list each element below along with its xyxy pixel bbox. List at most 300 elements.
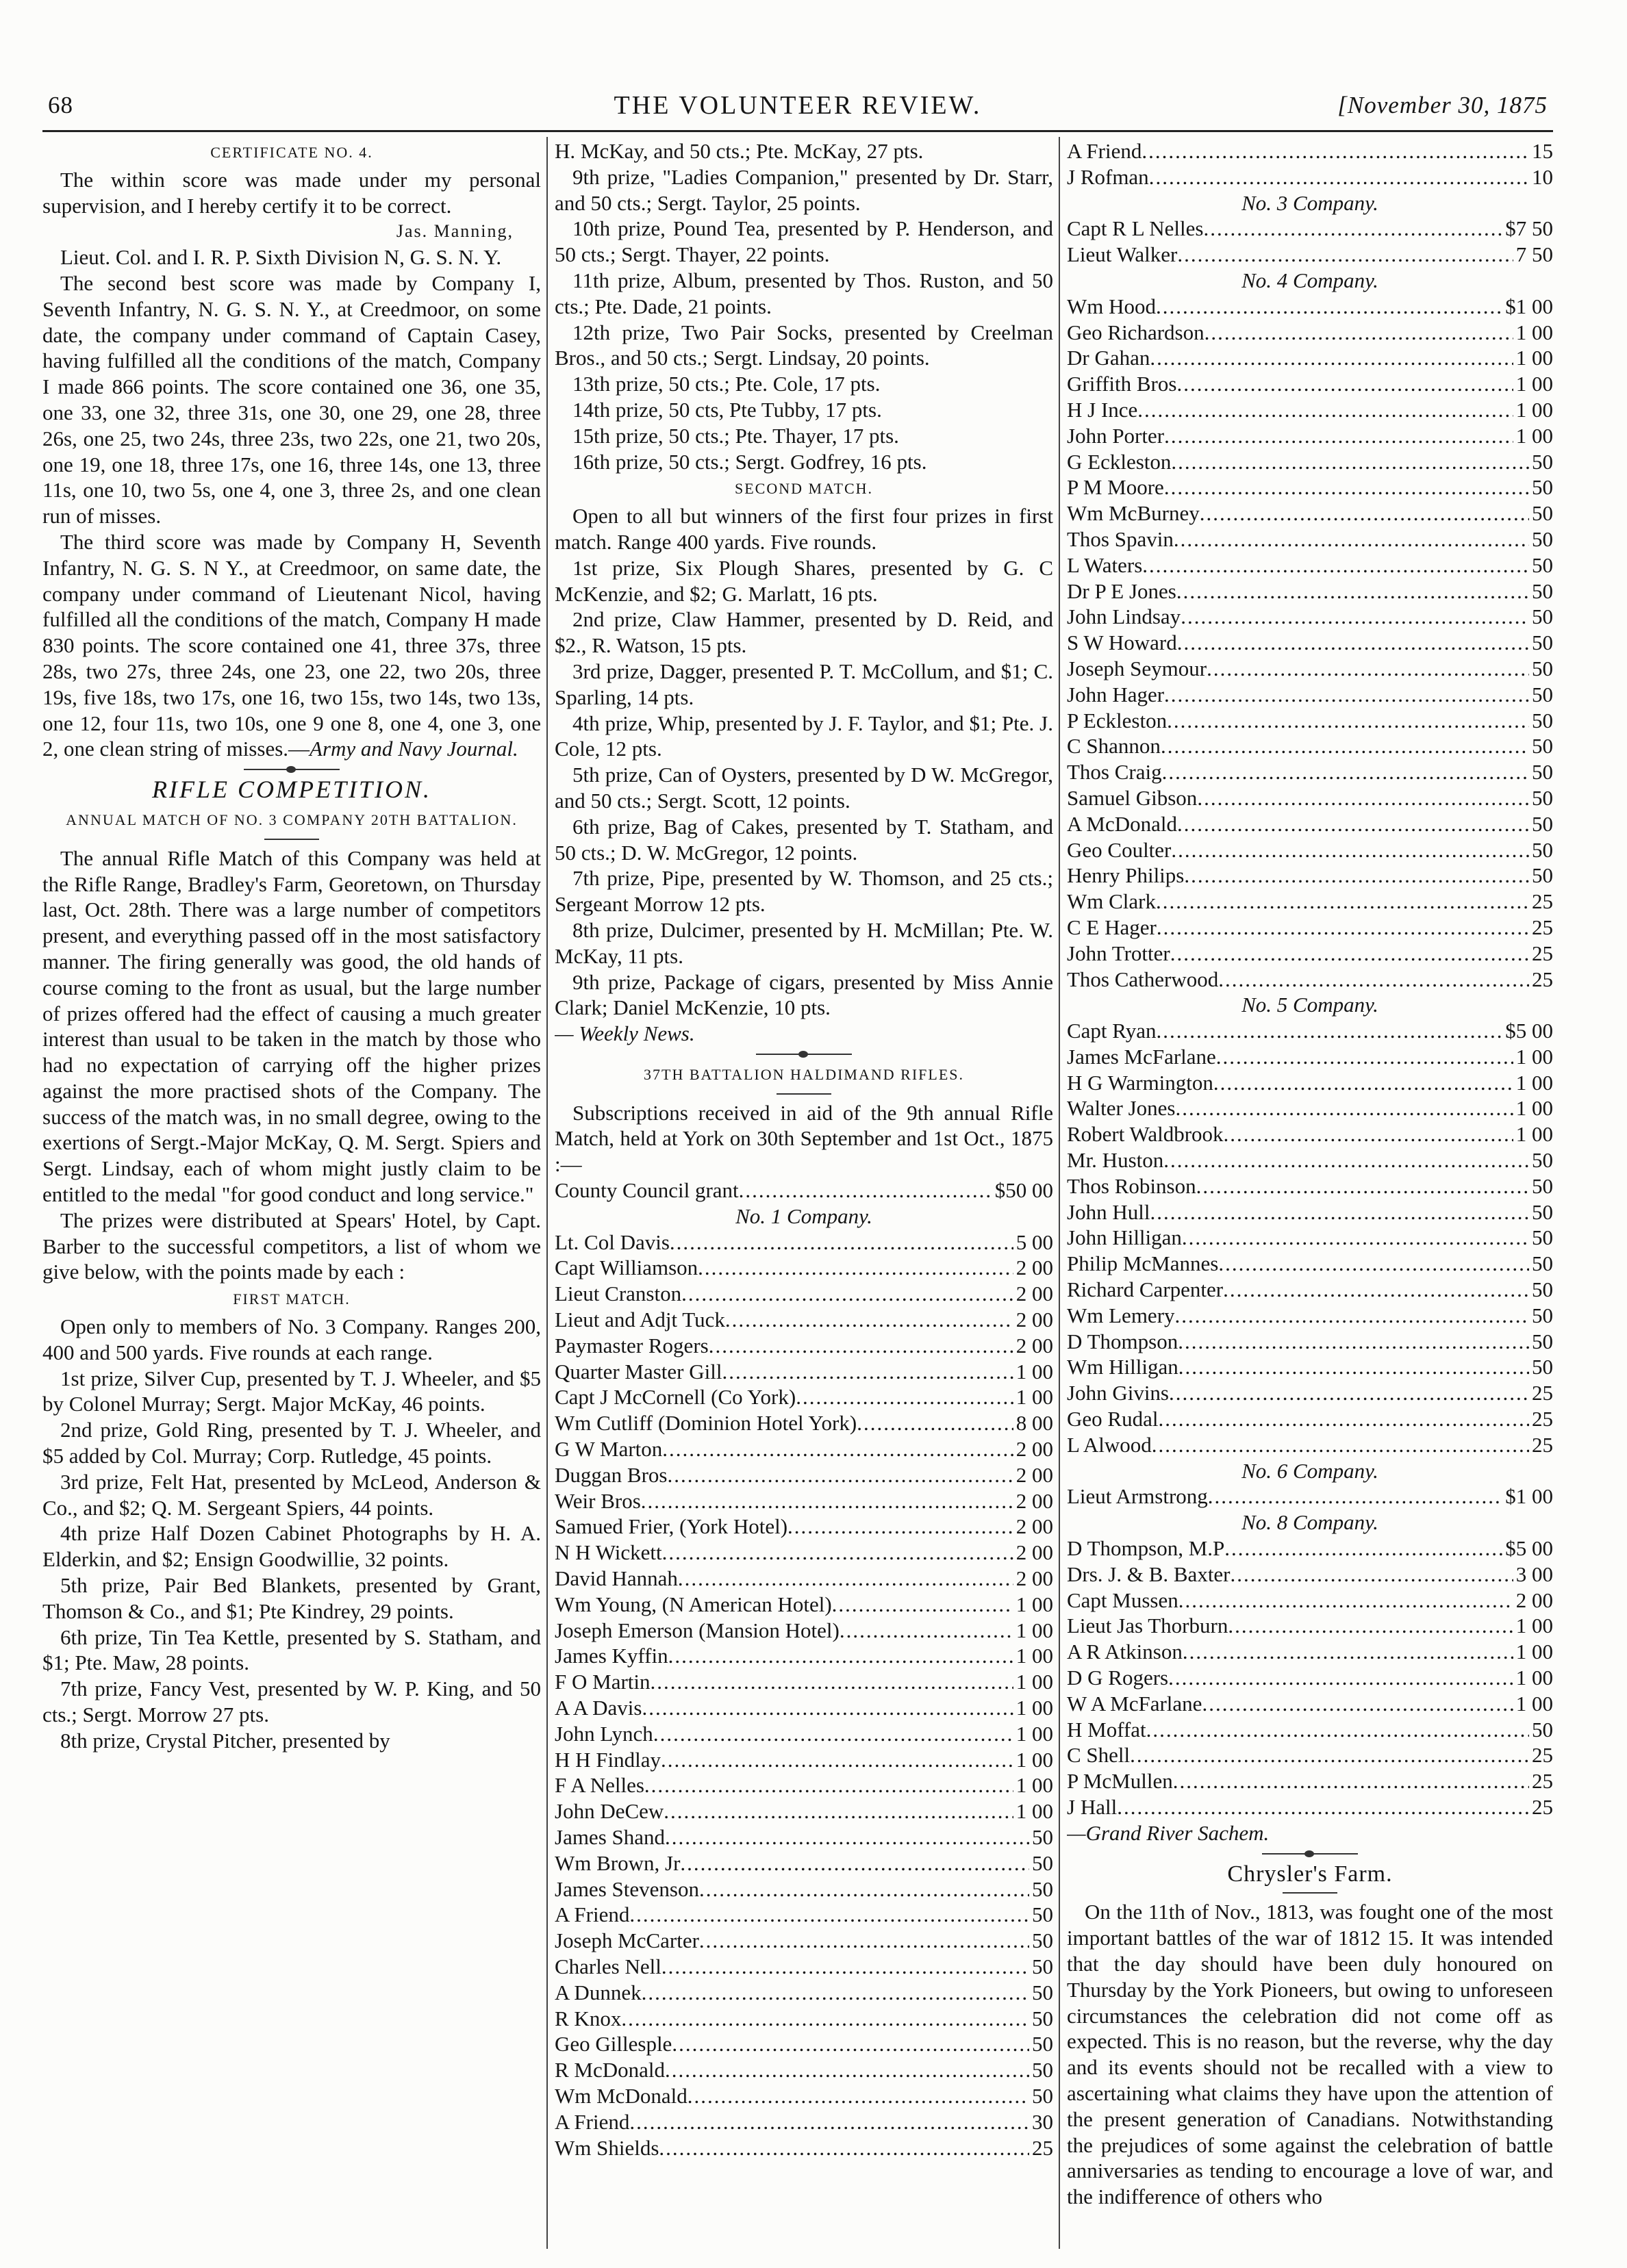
subscription-row	[1067, 449, 1553, 475]
section-separator	[244, 769, 340, 770]
leader-dots	[1173, 1768, 1529, 1794]
subscriber-name: Lt. Col Davis	[555, 1229, 670, 1254]
subscription-amount: 1 00	[1515, 346, 1553, 370]
subscriber-name: C Shannon	[1067, 734, 1161, 759]
subscriber-name: John Porter	[1067, 423, 1165, 448]
leader-dots	[1177, 811, 1529, 837]
subscriber-name: John Hager	[1067, 682, 1165, 706]
subscription-row	[1067, 1147, 1553, 1173]
subscription-amount: 25	[1532, 1769, 1553, 1794]
leader-dots	[621, 2006, 1029, 2032]
leader-dots	[709, 1333, 1013, 1359]
subscription-amount: 2 00	[1016, 1514, 1053, 1539]
prize-entry: 5th prize, Pair Bed Blankets, presented by Grant, Thomson & Co., and $1; Pte Kindrey, 29 points.	[42, 1573, 541, 1623]
leader-dots	[1149, 164, 1529, 190]
subscription-amount: 50	[1532, 1303, 1553, 1327]
subscription-amount: 1 00	[1515, 397, 1553, 422]
leader-dots	[1175, 1303, 1529, 1329]
leader-dots	[1224, 1536, 1502, 1562]
subscription-amount: $5 00	[1505, 1019, 1553, 1043]
leader-dots	[688, 2083, 1029, 2109]
certificate-heading: CERTIFICATE NO. 4.	[210, 144, 373, 161]
subscription-amount: 1 00	[1016, 1385, 1053, 1410]
subscription-amount: 50	[1532, 1173, 1553, 1198]
prize-entry: 1st prize, Six Plough Shares, presented by G. C McKenzie, and $2; G. Marlatt, 16 pts.	[555, 555, 1053, 606]
subscriber-name: David Hannah	[555, 1566, 678, 1591]
subscriber-name: Mr. Huston	[1067, 1148, 1164, 1173]
leader-dots	[661, 1747, 1013, 1773]
subscription-amount: 50	[1032, 2006, 1053, 2030]
subscriber-name: John Lindsay	[1067, 604, 1181, 629]
subscription-row	[1067, 242, 1553, 268]
prize-entry: 4th prize, Whip, presented by J. F. Taylor, and $1; Pte. J. Cole, 12 pts.	[555, 711, 1053, 761]
subscriber-name: W A McFarlane	[1067, 1691, 1202, 1716]
subscriber-name: Wm Clark	[1067, 889, 1156, 914]
subscription-amount: 1 00	[1515, 1122, 1553, 1147]
first-match-heading: FIRST MATCH.	[233, 1290, 351, 1308]
subscription-amount: 25	[1532, 915, 1553, 939]
leader-dots	[1130, 1742, 1529, 1768]
subscription-amount: 50	[1532, 785, 1553, 810]
subscriber-name: County Council grant	[555, 1178, 739, 1203]
subscriber-name: H H Findlay	[555, 1747, 661, 1772]
prize-entry: 6th prize, Bag of Cakes, presented by T. Statham, and 50 cts.; D. W. McGregor, 12 points.	[555, 814, 1053, 865]
subscription-row	[1067, 733, 1553, 759]
subscription-row	[1067, 1225, 1553, 1251]
subscription-row	[1067, 1199, 1553, 1225]
subscriber-name: H J Ince	[1067, 397, 1138, 422]
subscription-amount: 50	[1532, 682, 1553, 706]
subscriber-name: Walter Jones	[1067, 1096, 1176, 1121]
subscription-amount: 1 00	[1515, 1614, 1553, 1638]
subscription-amount: 50	[1532, 811, 1553, 836]
subscription-amount: 50	[1532, 604, 1553, 629]
leader-dots	[739, 1177, 992, 1203]
source-credit: Army and Navy Journal.	[310, 737, 518, 761]
subscriber-name: Capt Ryan	[1067, 1019, 1157, 1043]
subscription-amount: 50	[1032, 1825, 1053, 1849]
subscription-row	[555, 1980, 1053, 2006]
leader-dots	[1228, 1613, 1513, 1639]
subscription-row	[1067, 500, 1553, 526]
subscription-row	[1067, 1639, 1553, 1665]
subscriber-name: L Alwood	[1067, 1432, 1152, 1457]
subscription-row	[555, 1410, 1053, 1436]
prize-entry: H. McKay, and 50 cts.; Pte. McKay, 27 pts.	[555, 139, 924, 163]
subscriber-name: C Shell	[1067, 1743, 1131, 1768]
subscription-amount: 2 00	[1016, 1256, 1053, 1280]
subscription-row	[555, 1772, 1053, 1798]
subscription-amount: 50	[1532, 1148, 1553, 1173]
subscription-amount: 50	[1032, 2083, 1053, 2108]
subscriber-name: Joseph Emerson (Mansion Hotel)	[555, 1618, 840, 1642]
subscriber-name: John Trotter	[1067, 941, 1170, 965]
subscription-amount: 50	[1532, 1355, 1553, 1379]
subscription-amount: 1 00	[1016, 1592, 1053, 1616]
leader-dots	[1171, 449, 1529, 475]
leader-dots	[1164, 682, 1529, 708]
subscriber-name: Lieut Jas Thorburn	[1067, 1614, 1228, 1638]
subscription-row	[555, 1954, 1053, 1980]
subscription-row	[1067, 1380, 1553, 1406]
leader-dots	[1182, 1225, 1529, 1251]
subscription-row	[555, 1566, 1053, 1592]
subscriber-name: Paymaster Rogers	[555, 1333, 709, 1358]
subscriber-name: Lieut Walker	[1067, 242, 1178, 267]
subscriber-name: Joseph Seymour	[1067, 656, 1207, 680]
subscription-row	[555, 1488, 1053, 1514]
subscription-amount: 8 00	[1016, 1411, 1053, 1436]
subscriber-name: Geo Richardson	[1067, 320, 1205, 344]
company-3-list	[1067, 216, 1553, 268]
subscriber-name: D Thompson, M.P	[1067, 1536, 1225, 1561]
subscriber-name: Wm McDonald	[555, 2083, 688, 2108]
company-8-list	[1067, 1536, 1553, 1820]
leader-dots	[1171, 837, 1529, 863]
column-2	[555, 138, 1053, 2247]
subscription-amount: 2 00	[1016, 1282, 1053, 1306]
subscription-amount: 1 00	[1016, 1644, 1053, 1668]
subscriber-name: Griffith Bros	[1067, 372, 1177, 396]
leader-dots	[665, 2057, 1029, 2083]
subscription-amount: 50	[1532, 837, 1553, 862]
column-3	[1067, 138, 1553, 2247]
subscription-amount: 1 00	[1016, 1721, 1053, 1746]
subscriber-name: Weir Bros	[555, 1488, 641, 1513]
company-1-list-continued	[1067, 138, 1553, 190]
subscription-amount: 50	[1032, 1902, 1053, 1927]
subscription-row	[555, 1876, 1053, 1902]
leader-dots	[665, 1824, 1029, 1850]
leader-dots	[1150, 345, 1513, 371]
header-rule	[42, 130, 1553, 132]
subscription-row	[1067, 811, 1553, 837]
subscription-amount: 25	[1032, 2135, 1053, 2160]
subscription-amount: 50	[1532, 475, 1553, 500]
subscription-amount: $50 00	[994, 1178, 1053, 1203]
subscriber-name: A R Atkinson	[1067, 1640, 1183, 1664]
subscription-row	[1067, 1665, 1553, 1691]
subscription-row	[1067, 1768, 1553, 1794]
subscription-amount: 50	[1532, 708, 1553, 732]
leader-dots	[678, 1566, 1013, 1592]
leader-dots	[1168, 1665, 1513, 1691]
leader-dots	[1184, 863, 1529, 889]
subscriber-name: Dr Gahan	[1067, 346, 1150, 370]
subscription-amount: 30	[1032, 2109, 1053, 2134]
subscription-row	[555, 1747, 1053, 1773]
paragraph	[42, 529, 541, 762]
subscription-row	[555, 2109, 1053, 2135]
subscriber-name: F A Nelles	[555, 1773, 644, 1798]
company-6-list	[1067, 1483, 1553, 1509]
page-header	[48, 88, 1548, 129]
leader-dots	[641, 1488, 1013, 1514]
county-grant-list	[555, 1177, 1053, 1203]
subscription-row	[1067, 371, 1553, 397]
leader-dots	[1178, 1354, 1529, 1380]
subscriber-name: James Stevenson	[555, 1876, 699, 1901]
leader-dots	[659, 2135, 1029, 2161]
prize-entry: 15th prize, 50 cts.; Pte. Thayer, 17 pts.	[572, 423, 899, 448]
subscription-row	[1067, 630, 1553, 656]
prize-entry: 16th prize, 50 cts.; Sergt. Godfrey, 16 pts.	[572, 449, 927, 474]
leader-dots	[787, 1514, 1013, 1540]
leader-dots	[1208, 1483, 1502, 1509]
subscriber-name: Philip McMannes	[1067, 1251, 1219, 1276]
subscriber-name: Duggan Bros	[555, 1462, 668, 1487]
subscription-row	[1067, 164, 1553, 190]
subscription-amount: 2 00	[1016, 1437, 1053, 1462]
subscriber-name: Wm Brown, Jr	[555, 1850, 681, 1875]
subscription-row	[1067, 1354, 1553, 1380]
subscriber-name: Capt Mussen	[1067, 1588, 1178, 1612]
subscriber-name: P M Moore	[1067, 475, 1164, 500]
subscription-row	[1067, 682, 1553, 708]
subscription-row	[1067, 1588, 1553, 1614]
subscriber-name: Samuel Gibson	[1067, 785, 1198, 810]
leader-dots	[644, 1772, 1013, 1798]
subscription-amount: $7 50	[1505, 216, 1553, 241]
company-heading: No. 1 Company.	[735, 1203, 872, 1228]
subscription-row	[1067, 1329, 1553, 1355]
subscription-row	[555, 1643, 1053, 1669]
subscription-row	[555, 1928, 1053, 1954]
subscriber-name: Wm Hood	[1067, 294, 1157, 318]
subscriber-name: John Lynch	[555, 1721, 653, 1746]
subscriber-name: D Thompson	[1067, 1329, 1178, 1353]
subscriber-name: R Knox	[555, 2006, 622, 2030]
company-5-list	[1067, 1018, 1553, 1458]
subscriber-name: Wm Young, (N American Hotel)	[555, 1592, 832, 1616]
leader-dots	[642, 1980, 1029, 2006]
subscriber-name: J Hall	[1067, 1795, 1118, 1819]
page-number: 68	[48, 92, 73, 118]
subscriber-name: Robert Waldbrook	[1067, 1122, 1224, 1147]
prize-entry: 6th prize, Tin Tea Kettle, presented by S. Statham, and $1; Pte. Maw, 28 points.	[42, 1624, 541, 1675]
leader-dots	[629, 2109, 1029, 2135]
subscription-amount: 1 00	[1016, 1618, 1053, 1642]
subscription-row	[1067, 320, 1553, 346]
paragraph: The second best score was made by Company I, Seventh Infantry, N. G. S. N. Y., at Creedmoor, on some date, the company under command of Captain Casey, having fulfilled all the conditions of the match, Company I made 866 points. The score contained one 36, one 35, one 33, one 32, three 31s, one 30, one 29, one 28, three 26s, one 25, two 24s, three 23s, two 22s, one 21, two 20s, one 19, one 18, three 17s, one 16, three 14s, one 13, three 11s, one 10, two 5s, one 4, one 3, three 2s, and one clean run of misses.	[42, 270, 541, 528]
subscriber-name: J Rofman	[1067, 164, 1149, 189]
leader-dots	[662, 1540, 1013, 1566]
subscription-row	[555, 1229, 1053, 1256]
subscription-row	[555, 2057, 1053, 2083]
certificate-text: The within score was made under my personal supervision, and I hereby certify it to be correct.	[42, 167, 541, 218]
subscription-amount: 50	[1532, 1717, 1553, 1742]
subscription-amount: 50	[1032, 2058, 1053, 2082]
subscriber-name: John Hilligan	[1067, 1225, 1182, 1250]
subscriber-name: Thos Robinson	[1067, 1173, 1196, 1198]
paragraph: The prizes were distributed at Spears' Hotel, by Capt. Barber to the successful competitors, a list of whom we give below, with the points made by each :	[42, 1208, 541, 1284]
company-4-list	[1067, 294, 1553, 993]
subscription-row	[555, 1255, 1053, 1281]
subscription-row	[555, 1592, 1053, 1618]
subscriber-name: John Hull	[1067, 1199, 1150, 1224]
subscriber-name: Geo Coulter	[1067, 837, 1172, 862]
subscriber-name: H G Warmington	[1067, 1070, 1213, 1095]
leader-dots	[1170, 941, 1529, 967]
subscription-row	[1067, 1794, 1553, 1820]
masthead-title: THE VOLUNTEER REVIEW.	[614, 91, 982, 120]
subscription-amount: 1 00	[1515, 1070, 1553, 1095]
leader-dots	[1146, 1717, 1529, 1743]
subscription-amount: 1 00	[1515, 372, 1553, 396]
leader-dots	[1213, 1070, 1513, 1096]
subscriber-name: Quarter Master Gill	[555, 1359, 722, 1384]
subscription-row	[555, 1384, 1053, 1410]
leader-dots	[1164, 423, 1513, 449]
subscriber-name: A McDonald	[1067, 811, 1178, 836]
subscription-amount: 25	[1532, 1432, 1553, 1457]
subscription-row	[555, 1333, 1053, 1359]
subscription-row	[1067, 474, 1553, 500]
prize-entry: 1st prize, Silver Cup, presented by T. J. Wheeler, and $5 by Colonel Murray; Sergt. Major McKay, 46 points.	[42, 1366, 541, 1416]
leader-dots	[1218, 967, 1529, 993]
subscription-row	[1067, 785, 1553, 811]
prize-entry: 9th prize, Package of cigars, presented by Miss Annie Clark; Daniel McKenzie, 10 pts.	[555, 969, 1053, 1020]
leader-dots	[1181, 604, 1529, 630]
leader-dots	[681, 1281, 1013, 1307]
subscription-row	[555, 1850, 1053, 1876]
leader-dots	[1177, 242, 1513, 268]
subscription-amount: 50	[1532, 1225, 1553, 1250]
subscription-amount: 2 00	[1016, 1566, 1053, 1591]
subscription-row	[555, 1618, 1053, 1644]
subscriber-name: James Shand	[555, 1825, 666, 1849]
subscriber-name: A Friend	[555, 1902, 630, 1927]
subscriber-name: Wm McBurney	[1067, 501, 1200, 526]
subscriber-name: Thos Catherwood	[1067, 967, 1219, 991]
subscription-amount: 50	[1532, 656, 1553, 680]
subscriber-name: Thos Craig	[1067, 760, 1162, 785]
subscriber-name: James McFarlane	[1067, 1044, 1216, 1069]
subscription-row	[1067, 1044, 1553, 1070]
subscription-row	[555, 2135, 1053, 2161]
subscriber-name: Lieut Armstrong	[1067, 1484, 1208, 1509]
subscription-amount: 15	[1532, 139, 1553, 163]
subscription-amount: 50	[1532, 1251, 1553, 1276]
subscription-amount: 1 00	[1515, 320, 1553, 344]
subscriber-name: John Givins	[1067, 1381, 1169, 1405]
paragraph: Open to all but winners of the first four prizes in first match. Range 400 yards. Five rounds.	[555, 504, 1053, 554]
leader-dots	[1203, 216, 1502, 242]
leader-dots	[1178, 1329, 1529, 1355]
leader-dots	[1142, 552, 1529, 578]
subscriber-name: C E Hager	[1067, 915, 1157, 939]
short-rule	[264, 839, 319, 840]
rifle-competition-headline: RIFLE COMPETITION.	[152, 776, 431, 804]
subscription-amount: 25	[1532, 967, 1553, 991]
column-1	[42, 138, 541, 2247]
leader-dots	[1196, 1173, 1529, 1199]
paragraph: Open only to members of No. 3 Company. Ranges 200, 400 and 500 yards. Five rounds at each range.	[42, 1314, 541, 1364]
subscription-row	[1067, 397, 1553, 423]
leader-dots	[1164, 474, 1529, 500]
subscriber-name: Richard Carpenter	[1067, 1277, 1224, 1302]
short-rule	[1283, 1892, 1337, 1894]
subscription-amount: 50	[1532, 863, 1553, 888]
subscriber-name: Drs. J. & B. Baxter	[1067, 1562, 1231, 1586]
short-rule	[777, 1093, 831, 1095]
subscription-row	[1067, 294, 1553, 320]
subscription-amount: 25	[1532, 1743, 1553, 1768]
leader-dots	[661, 1954, 1029, 1980]
leader-dots	[1157, 915, 1529, 941]
subscription-row	[555, 1902, 1053, 1928]
subscription-row	[1067, 138, 1553, 164]
leader-dots	[1178, 1588, 1513, 1614]
subscription-amount: 50	[1532, 449, 1553, 474]
prize-entry: 10th prize, Pound Tea, presented by P. Henderson, and 50 cts.; Sergt. Thayer, 22 points.	[555, 216, 1053, 267]
subscriber-name: S W Howard	[1067, 630, 1177, 655]
leader-dots	[664, 1798, 1013, 1824]
subscription-row	[555, 1281, 1053, 1307]
subscription-row	[555, 1721, 1053, 1747]
source-credit: — Weekly News.	[555, 1021, 695, 1046]
leader-dots	[680, 1850, 1029, 1876]
leader-dots	[1169, 1380, 1529, 1406]
subscription-amount: 25	[1532, 889, 1553, 914]
subscriber-name: A Dunnek	[555, 1980, 642, 2004]
subscription-amount: 50	[1032, 1850, 1053, 1875]
subscription-row	[1067, 1432, 1553, 1458]
leader-dots	[1161, 733, 1529, 759]
subscriber-name: P McMullen	[1067, 1769, 1173, 1794]
subscription-amount: 50	[1532, 630, 1553, 655]
paragraph: On the 11th of Nov., 1813, was fought one of the most important battles of the war of 1812 15. It was intended that the day should have been duly honoured on Thursday by the York Pioneers, but owing to unforeseen circumstances the celebration did not come off as expected. This is no reason, but the reverse, why the day and its events should not be recalled with a view to ascertaining what claims they have upon the attention of the present generation of Canadians. Notwithstanding the prejudices of some against the celebration of battle anniversaries as tending to encourage a love of war, and the indifference of others who	[1067, 1900, 1553, 2209]
subscriber-name: Capt J McCornell (Co York)	[555, 1385, 796, 1410]
subscriber-name: Capt R L Nelles	[1067, 216, 1204, 241]
paragraph-text: The third score was made by Company H, Seventh Infantry, N. G. S. N Y., at Creedmoor, on same date, the company under command of Lieutenant Nicol, having fulfilled all the conditions of the match, Company H made 830 points. The score contained one 41, three 37s, three 28s, two 27s, three 24s, one 23, one 22, two 20s, three 19s, five 18s, two 17s, one 16, two 15s, two 14s, two 13s, one 12, four 11s, two 10s, one 9 one 8, one 4, one 3, one 2, one clean string of misses.—	[42, 529, 541, 761]
leader-dots	[1142, 138, 1529, 164]
leader-dots	[651, 1669, 1013, 1695]
subscription-amount: 25	[1532, 1381, 1553, 1405]
leader-dots	[1157, 1018, 1503, 1044]
subscription-amount: 1 00	[1016, 1696, 1053, 1720]
subscriber-name: Wm Shields	[555, 2135, 659, 2160]
subscription-amount: 50	[1532, 501, 1553, 526]
subscription-amount: 50	[1532, 1199, 1553, 1224]
subscriber-name: G Eckleston	[1067, 449, 1172, 474]
prize-entry: 13th prize, 50 cts.; Pte. Cole, 17 pts.	[572, 372, 881, 396]
subscription-row	[1067, 1691, 1553, 1717]
subscription-amount: 1 00	[1016, 1799, 1053, 1824]
prize-entry: 12th prize, Two Pair Socks, presented by Creelman Bros., and 50 cts.; Sergt. Lindsay, 20 points.	[555, 320, 1053, 370]
company-heading: No. 4 Company.	[1241, 268, 1378, 292]
subscriber-name: Dr P E Jones	[1067, 578, 1176, 603]
subscription-amount: 50	[1032, 1928, 1053, 1953]
leader-dots	[1156, 889, 1529, 915]
subscription-amount: 1 00	[1515, 423, 1553, 448]
leader-dots	[698, 1255, 1013, 1281]
leader-dots	[1207, 656, 1529, 682]
subscription-amount: 25	[1532, 1407, 1553, 1431]
subscriber-name: Geo Gillesple	[555, 2032, 672, 2056]
subscriber-name: Henry Philips	[1067, 863, 1185, 888]
leader-dots	[1150, 1199, 1529, 1225]
subscriber-name: Wm Cutliff (Dominion Hotel York)	[555, 1411, 857, 1436]
subscriber-name: Capt Williamson	[555, 1256, 698, 1280]
prize-entry: 7th prize, Fancy Vest, presented by W. P. King, and 50 cts.; Sergt. Morrow 27 pts.	[42, 1677, 541, 1727]
subscription-row	[555, 2083, 1053, 2109]
subscription-row	[1067, 759, 1553, 785]
subscriber-name: L Waters	[1067, 552, 1143, 577]
subscription-row	[555, 1540, 1053, 1566]
subscription-row	[555, 1462, 1053, 1488]
subscription-amount: 50	[1032, 2032, 1053, 2056]
